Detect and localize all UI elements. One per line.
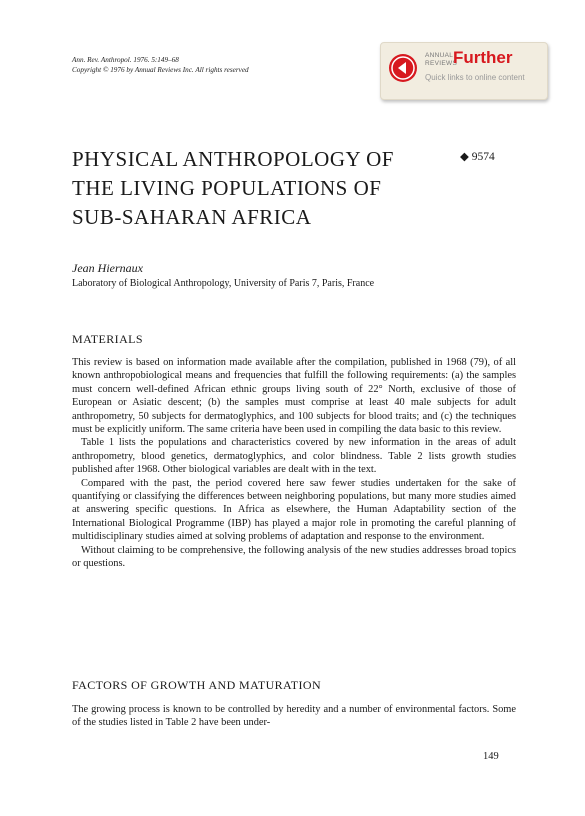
citation-line-2: Copyright © 1976 by Annual Reviews Inc. All rights reserved: [72, 65, 249, 74]
article-code: ◆ 9574: [460, 151, 495, 163]
section-heading-growth: FACTORS OF GROWTH AND MATURATION: [72, 678, 322, 692]
author-affiliation: Laboratory of Biological Anthropology, University of Paris 7, Paris, France: [72, 278, 375, 289]
materials-paragraph-1: This review is based on information made available after the compilation, published in 1968 (79), of all known anthropobiological means and frequencies that fulfill the following requirements: (a) the samples must concern well-defined African ethnic groups living south of 22° North, exclusive of those of European or Asiatic descent; (b) the samples must comprise at least 40 male subjects for adult anthropometry, 50 subjects for dermatoglyphics, and 100 subjects for blood traits; and (c) the techniques must be explicitly uniform. The same criteria have been used in compiling the data basic to this review.: [72, 357, 516, 436]
title-line-3: SUB-SAHARAN AFRICA: [72, 205, 312, 229]
annual-text: ANNUAL: [425, 52, 454, 59]
growth-body: [72, 703, 516, 730]
further-tagline: Quick links to online content: [425, 73, 525, 82]
materials-paragraph-4: Without claiming to be comprehensive, the following analysis of the new studies addresses broad topics or questions.: [72, 544, 516, 570]
reviews-text: REVIEWS: [425, 59, 458, 67]
author-name: Jean Hiernaux: [72, 261, 143, 275]
title-line-2: THE LIVING POPULATIONS OF: [72, 176, 382, 200]
article-title: [72, 145, 394, 232]
further-label: Further: [453, 48, 513, 67]
arrow-left-icon: [389, 54, 417, 82]
journal-citation: [72, 56, 249, 75]
annual-reviews-further-banner[interactable]: [380, 42, 548, 100]
title-line-1: PHYSICAL ANTHROPOLOGY OF: [72, 147, 394, 171]
materials-body: [72, 356, 516, 571]
citation-line-1: Ann. Rev. Anthropol. 1976. 5:149–68: [72, 56, 179, 64]
growth-paragraph-1: The growing process is known to be controlled by heredity and a number of environmental factors. Some of the studies listed in Table 2 have been under-: [72, 704, 516, 729]
section-heading-materials: MATERIALS: [72, 332, 143, 346]
page-number: 149: [483, 751, 499, 762]
materials-paragraph-2: Table 1 lists the populations and characteristics covered by new information in the areas of adult anthropometry, blood genetics, dermatoglyphics, and color blindness. Table 2 lists growth studies published after 1968. Other biological variables are dealt with in the text.: [72, 437, 516, 476]
materials-paragraph-3: Compared with the past, the period covered here saw fewer studies undertaken for the sake of quantifying or classifying the differences between neighboring populations, but many more studies aimed at answering specific questions. In Africa as elsewhere, the Human Adaptability section of the International Biological Programme (IBP) has played a major role in promoting the careful planning of multidisciplinary studies aimed at solving problems of adaptation and response to the environment.: [72, 477, 516, 543]
